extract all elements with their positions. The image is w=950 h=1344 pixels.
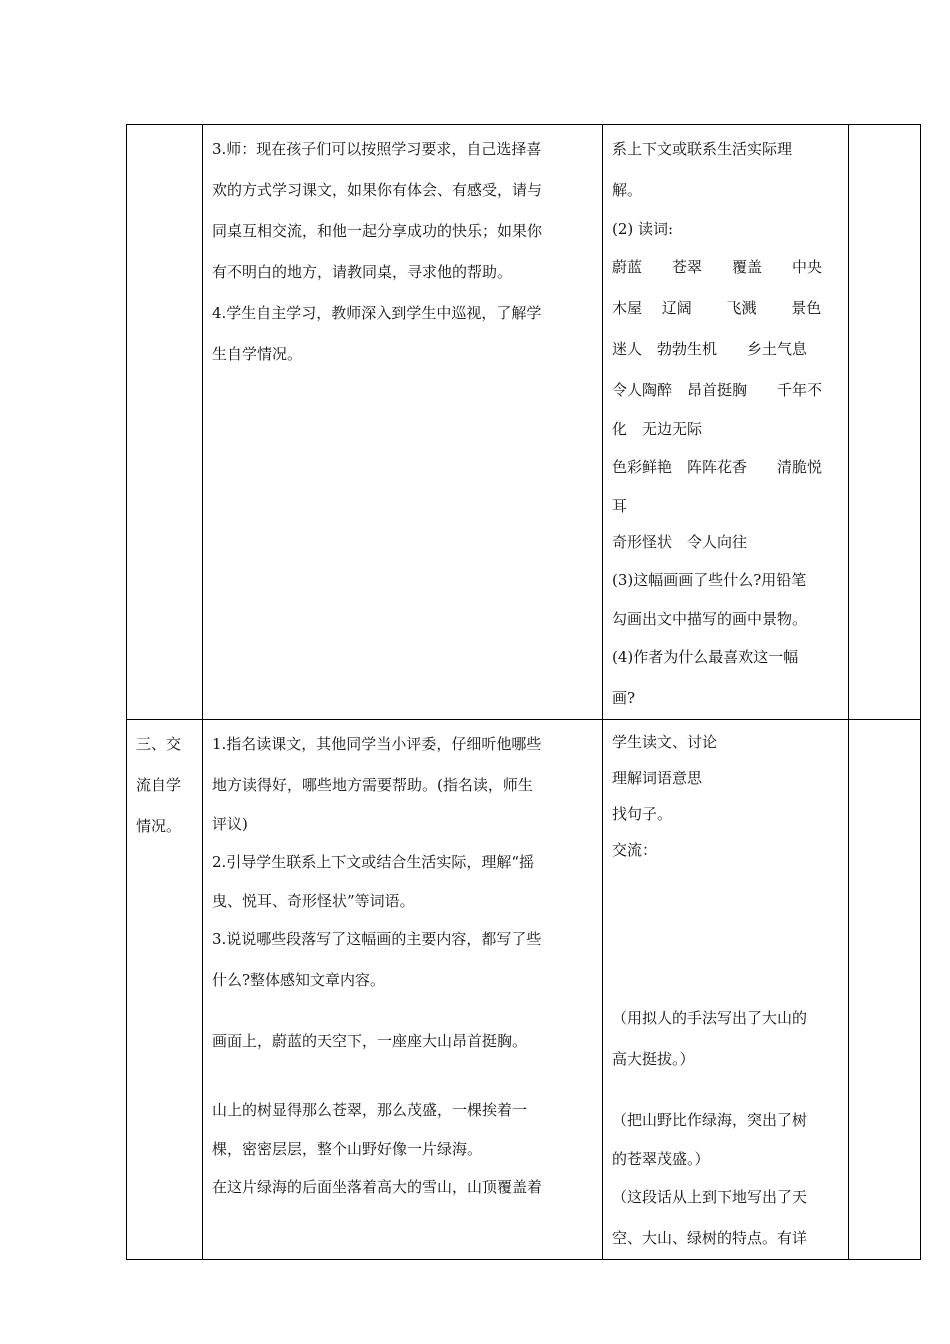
notes-cell: [849, 125, 921, 720]
text-line: 蔚蓝 苍翠 覆盖 中央: [612, 258, 823, 276]
text-line: 地方读得好，哪些地方需要帮助。(指名读，师生: [212, 776, 533, 794]
text-line: (2) 读词:: [612, 220, 674, 238]
spacer: [612, 1080, 839, 1100]
notes-cell: [849, 720, 921, 1260]
teacher-activity-cell: [203, 125, 603, 720]
text-line: 迷人 勃勃生机 乡土气息: [612, 340, 808, 358]
text-line: 空、大山、绿树的特点。有详: [612, 1229, 808, 1247]
text-line: 的苍翠茂盛。）: [612, 1150, 710, 1168]
stage-cell: [127, 125, 203, 720]
text-line: 理解词语意思: [612, 769, 703, 787]
text-line: 3.说说哪些段落写了这幅画的主要内容，都写了些: [212, 930, 542, 948]
table-row: [127, 720, 921, 1260]
student-activity-cell: [603, 125, 849, 720]
text-line: 令人陶醉 昂首挺胸 千年不: [612, 381, 823, 399]
student-activity-cell: [603, 720, 849, 1260]
stage-cell: [127, 720, 203, 1260]
text-line: 评议): [212, 815, 248, 833]
text-line: 高大挺拔。）: [612, 1050, 695, 1068]
text-line: 欢的方式学习课文，如果你有体会、有感受，请与: [212, 181, 543, 199]
text-line: 有不明白的地方，请教同桌，寻求他的帮助。: [212, 263, 513, 281]
text-line: 生自学情况。: [212, 345, 303, 363]
text-line: 木屋 辽阔 飞溅 景色: [612, 299, 822, 317]
text-line: 勾画出文中描写的画中景物。: [612, 610, 808, 628]
text-line: 交流：: [612, 841, 658, 859]
text-line: 找句子。: [612, 805, 673, 823]
text-line: 什么?整体感知文章内容。: [212, 971, 386, 989]
text-line: 3.师：现在孩子们可以按照学习要求，自己选择喜: [212, 140, 542, 158]
text-line: (4)作者为什么最喜欢这一幅: [612, 648, 799, 666]
text-line: 画面上，蔚蓝的天空下，一座座大山昂首挺胸。: [212, 1032, 528, 1050]
spacer: [212, 1062, 593, 1090]
text-line: 4.学生自主学习，教师深入到学生中巡视，了解学: [212, 304, 542, 322]
text-line: 化 无边无际: [612, 420, 703, 438]
text-line: 解。: [612, 181, 643, 199]
teacher-activity-cell: [203, 720, 603, 1260]
text-line: 系上下文或联系生活实际理: [612, 140, 793, 158]
text-line: (3)这幅画画了些什么?用铅笔: [612, 571, 807, 589]
text-line: （把山野比作绿海，突出了树: [612, 1111, 808, 1129]
text-line: （用拟人的手法写出了大山的: [612, 1009, 808, 1027]
text-line: 1.指名读课文，其他同学当小评委，仔细听他哪些: [212, 735, 542, 753]
text-line: 2.引导学生联系上下文或结合生活实际，理解“摇: [212, 853, 534, 871]
stage-label-line: 三、交: [136, 735, 182, 753]
text-line: 曳、悦耳、奇形怪状”等词语。: [212, 892, 415, 910]
text-line: 在这片绿海的后面坐落着高大的雪山，山顶覆盖着: [212, 1178, 543, 1196]
stage-label-line: 流自学: [136, 776, 182, 794]
text-line: 色彩鲜艳 阵阵花香 清脆悦: [612, 458, 823, 476]
text-line: 同桌互相交流，和他一起分享成功的快乐；如果你: [212, 222, 543, 240]
text-line: 山上的树显得那么苍翠，那么茂盛，一棵挨着一: [212, 1101, 528, 1119]
text-line: 奇形怪状 令人向往: [612, 533, 748, 551]
text-line: 耳: [612, 497, 628, 515]
table-row: [127, 125, 921, 720]
text-line: 棵，密密层层，整个山野好像一片绿海。: [212, 1140, 483, 1158]
lesson-plan-table: [126, 124, 921, 1260]
text-line: 画?: [612, 689, 636, 707]
text-line: （这段话从上到下地写出了天: [612, 1188, 808, 1206]
stage-label-line: 情况。: [136, 817, 182, 835]
text-line: 学生读文、讨论: [612, 733, 718, 751]
spacer: [612, 868, 839, 998]
spacer: [212, 1001, 593, 1021]
